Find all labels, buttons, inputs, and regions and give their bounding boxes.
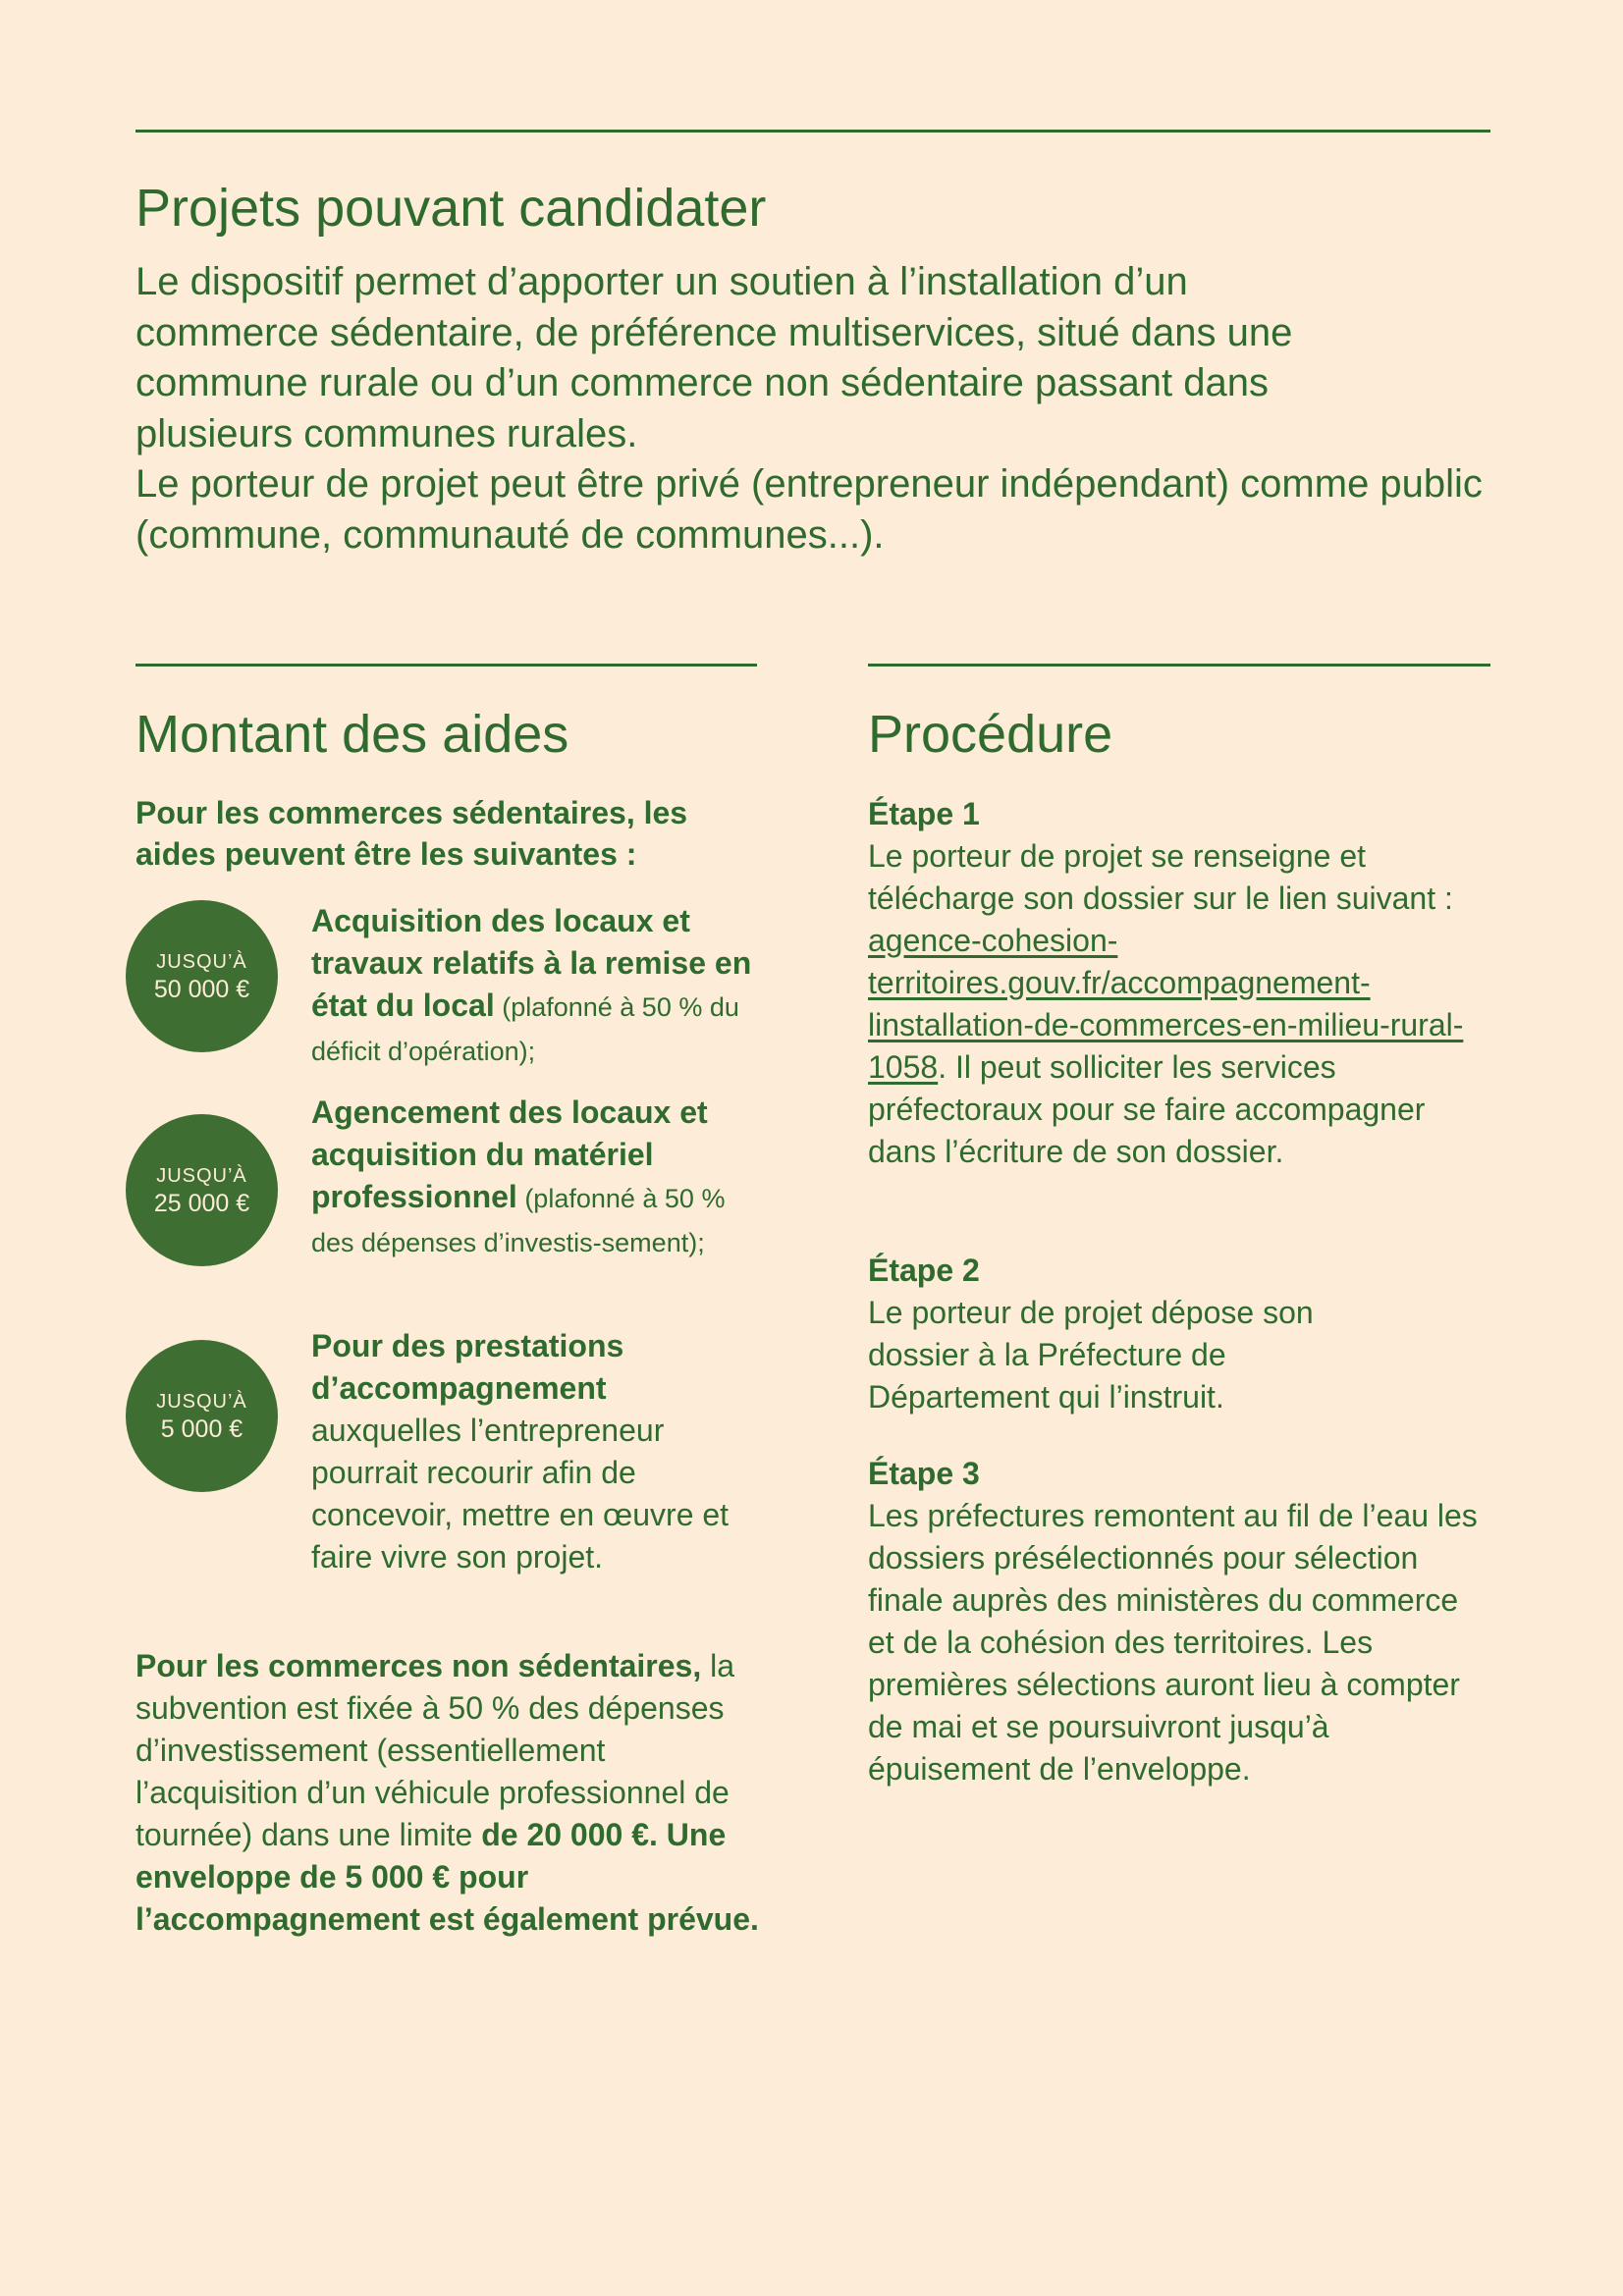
aid-description — [311, 900, 763, 1073]
aid-item-1 — [126, 900, 764, 1077]
aides-divider — [135, 664, 757, 667]
section-title-aides: Montant des aides — [135, 705, 569, 764]
step-text: Le porteur de projet dépose son dossier à la Préfecture de Département qui l’instruit. — [868, 1295, 1314, 1415]
non-sedentary-text: la subvention est fixée à 50 % des dépenses d’investissement (essentiellement l’acquisition d’un véhicule professionnel de tournée) dans une limite — [135, 1648, 735, 1852]
amount-badge — [126, 900, 278, 1052]
step-text-after: . Il peut solliciter les services préfectoraux pour se faire accompagner dans l’écriture de son dossier. — [868, 1049, 1426, 1169]
sedentary-intro: Pour les commerces sédentaires, les aides peuvent être les suivantes : — [135, 795, 688, 872]
amount-badge — [126, 1340, 278, 1492]
aid-title: Pour des prestations d’accompagnement — [311, 1328, 624, 1406]
aid-description — [311, 1092, 763, 1264]
dossier-link[interactable]: agence-cohesion-territoires.gouv.fr/accompagnement-linstallation-de-commerces-en-milieu-rural-1058 — [868, 923, 1464, 1085]
non-sedentary-heading: Pour les commerces non sédentaires, — [135, 1648, 702, 1683]
aid-detail: (plafonné à 50 % du déficit d’opération); — [311, 992, 739, 1066]
amount-badge — [126, 1114, 278, 1266]
aid-item-3 — [126, 1325, 764, 1620]
badge-amount: 50 000 € — [153, 975, 250, 1003]
intro-paragraph-1-text: Le dispositif permet d’apporter un soutien à l’installation d’un commerce sédentaire, de préférence multiservices, situé dans une commune rurale ou d’un commerce non sédentaire passant dans plusieurs communes rurales. — [135, 260, 1293, 455]
step-text — [868, 835, 1490, 1173]
badge-amount: 5 000 € — [160, 1415, 243, 1443]
intro-paragraph-2-text: Le porteur de projet peut être privé (entrepreneur indépendant) comme public (commune, communauté de communes...). — [135, 462, 1483, 557]
intro-paragraph-1 — [135, 257, 1343, 459]
section-title-projets: Projets pouvant candidater — [135, 179, 767, 238]
step-title: Étape 2 — [868, 1253, 980, 1288]
procedure-divider — [868, 664, 1490, 667]
aid-detail: auxquelles l’entrepreneur pourrait recourir afin de concevoir, mettre en œuvre et faire vivre son projet. — [311, 1413, 730, 1575]
step-title: Étape 1 — [868, 796, 980, 831]
top-divider — [135, 130, 1490, 133]
aid-item-2 — [126, 1092, 764, 1308]
aid-detail: (plafonné à 50 % des dépenses d’investis-sement); — [311, 1184, 726, 1257]
badge-label: JUSQU’À — [156, 1390, 247, 1413]
non-sedentary-limit: de 20 000 €. Une enveloppe de 5 000 € pour l’accompagnement est également prévue. — [135, 1817, 759, 1937]
non-sedentary-paragraph — [135, 1645, 764, 1941]
section-title-procedure: Procédure — [868, 705, 1113, 764]
step-text: Les préfectures remontent au fil de l’eau les dossiers présélectionnés pour sélection finale auprès des ministères du commerce et de la cohésion des territoires. Les premières sélections auront lieu à compter de mai et se poursuivront jusqu’à épuisement de l’enveloppe. — [868, 1498, 1478, 1787]
badge-label: JUSQU’À — [156, 950, 247, 973]
intro-text — [135, 257, 1490, 561]
aid-title: Agencement des locaux et acquisition du matériel professionnel — [311, 1095, 708, 1214]
aid-title: Acquisition des locaux et travaux relatifs à la remise en état du local — [311, 903, 752, 1023]
step-title: Étape 3 — [868, 1456, 980, 1491]
step-3 — [868, 1453, 1490, 1790]
step-1 — [868, 793, 1490, 1173]
badge-label: JUSQU’À — [156, 1164, 247, 1187]
step-text-before: Le porteur de projet se renseigne et télécharge son dossier sur le lien suivant : — [868, 838, 1453, 916]
aid-description — [311, 1325, 763, 1578]
intro-paragraph-2 — [135, 459, 1490, 561]
badge-amount: 25 000 € — [153, 1189, 250, 1217]
step-2 — [868, 1250, 1457, 1418]
